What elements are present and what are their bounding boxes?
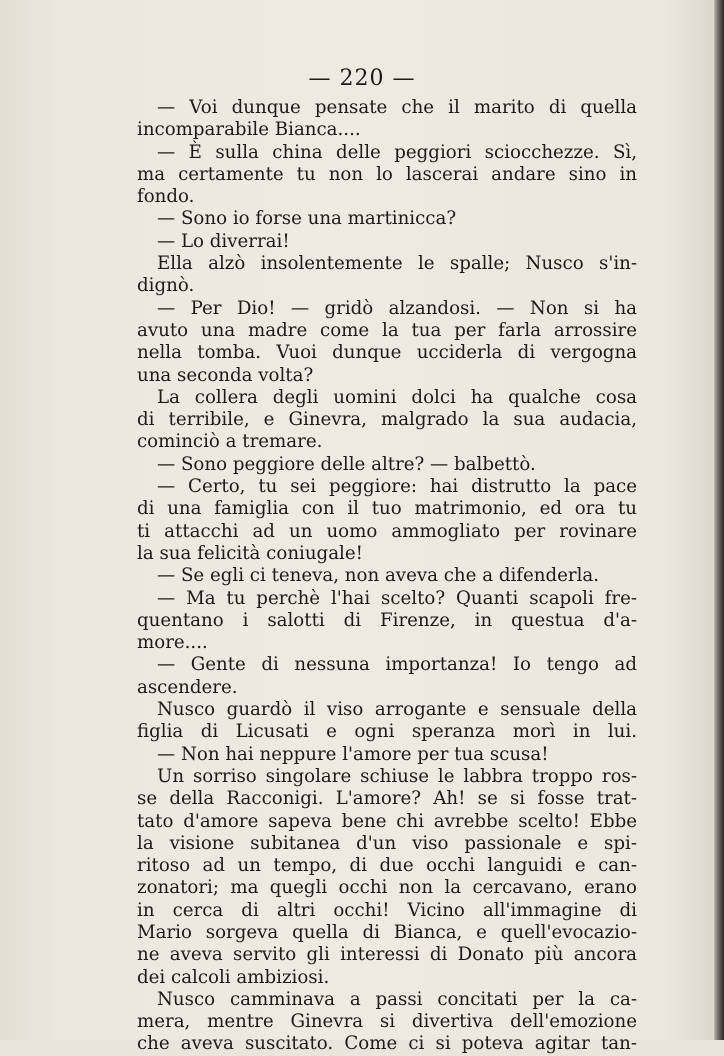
text-line: avuto una madre come la tua per farla arrossire [137,319,637,341]
text-line: una seconda volta? [137,364,314,386]
text-line: dignò. [137,275,195,297]
text-line: la visione subitanea d'un viso passionale e spi- [137,832,637,854]
text-line: Nusco guardò il viso arrogante e sensuale della [157,699,637,721]
body-text [137,97,637,1056]
text-line: che aveva suscitato. Come ci si poteva agitar tan- [137,1033,637,1055]
text-line: di una famiglia con il tuo matrimonio, ed ora tu [137,498,637,520]
text-line: — Per Dio! — gridò alzandosi. — Non si ha [157,297,637,319]
text-line: in cerca di altri occhi! Vicino all'immagine di [137,899,637,921]
page-edge-shadow [714,0,724,1040]
text-line: mera, mentre Ginevra si divertiva dell'emozione [137,1011,637,1033]
text-line: La collera degli uomini dolci ha qualche cosa [157,386,637,408]
text-line: ne aveva servito gli interessi di Donato più ancora [137,944,637,966]
text-line: — Ma tu perchè l'hai scelto? Quanti scapoli fre- [157,587,637,609]
text-line: — Non hai neppure l'amore per tua scusa! [157,743,549,765]
text-line: la sua felicità coniugale! [137,542,363,564]
text-line: Nusco camminava a passi concitati per la ca- [157,988,637,1010]
text-line: fondo. [137,186,195,208]
text-line: — Voi dunque pensate che il marito di quella [157,97,637,118]
text-line: — Certo, tu sei peggiore: hai distrutto la pace [157,476,637,498]
text-line: di terribile, e Ginevra, malgrado la sua audacia, [137,409,637,431]
text-line: — Gente di nessuna importanza! Io tengo ad [157,654,637,676]
text-line: nella tomba. Vuoi dunque ucciderla di vergogna [137,342,637,364]
text-line: dei calcoli ambiziosi. [137,966,330,988]
text-line: — È sulla china delle peggiori sciocchezze. Sì, [157,141,637,163]
text-line: zonatori; ma quegli occhi non la cercavano, erano [137,877,637,899]
text-line: — Sono peggiore delle altre? — balbettò. [157,453,536,475]
text-line: — Se egli ci teneva, non aveva che a difenderla. [157,565,600,587]
text-line: ascendere. [137,676,238,698]
text-line: ma certamente tu non lo lascerai andare sino in [137,163,637,185]
text-line: cominciò a tremare. [137,431,323,453]
text-line: se della Racconigi. L'amore? Ah! se si fosse trat- [137,788,637,810]
text-line: — Sono io forse una martinicca? [157,208,457,230]
text-line: ritoso ad un tempo, di due occhi languidi e can- [137,855,637,877]
text-line: more.... [137,632,208,654]
text-line: quentano i salotti di Firenze, in questua d'a- [137,609,637,631]
page-number: — 220 — [308,66,416,91]
text-line: ti attacchi ad un uomo ammogliato per rovinare [137,520,637,542]
text-line: Ella alzò insolentemente le spalle; Nusco s'in- [157,253,637,275]
text-line: — Lo diverrai! [157,230,290,252]
text-line: tato d'amore sapeva bene chi avrebbe scelto! Ebbe [137,810,637,832]
text-line: incomparabile Bianca.... [137,119,361,141]
text-line: Mario sorgeva quella di Bianca, e quell'evocazio- [137,921,637,943]
text-line: figlia di Licusati e ogni speranza morì in lui. [137,721,637,743]
text-line: Un sorriso singolare schiuse le labbra troppo ros- [157,765,637,787]
